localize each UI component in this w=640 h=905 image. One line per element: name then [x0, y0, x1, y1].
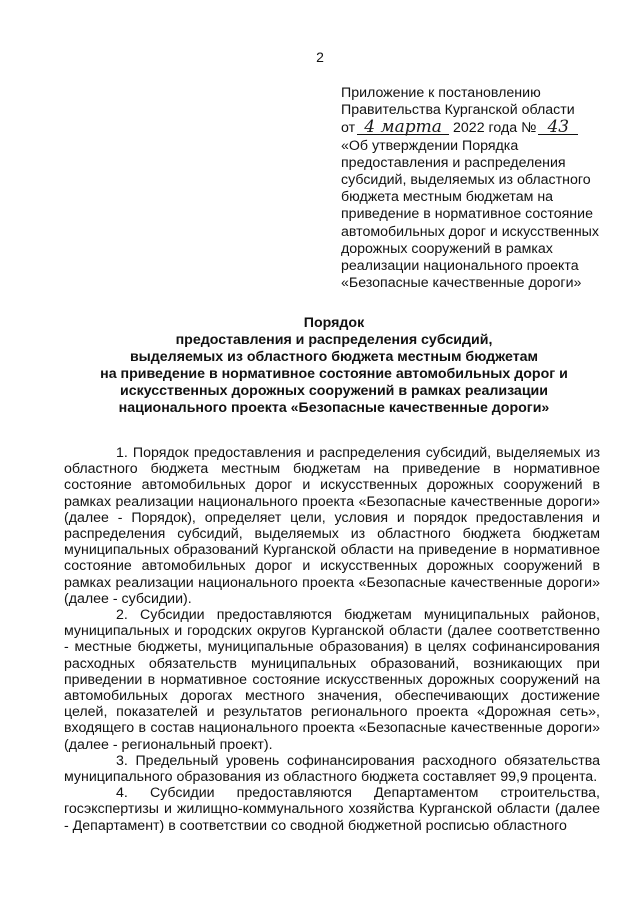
title-line: на приведение в нормативное состояние автомобильных дорог и	[100, 366, 568, 382]
appendix-about-line: приведение в нормативное состояние	[341, 206, 593, 223]
appendix-about-line: реализации национального проекта	[341, 258, 579, 275]
appendix-about-line: автомобильных дорог и искусственных	[341, 223, 599, 240]
document-body	[64, 445, 600, 834]
title-line: предоставления и распределения субсидий,	[175, 332, 493, 348]
page-number: 2	[316, 49, 324, 65]
appendix-line-2: Правительства Курганской области	[341, 102, 575, 119]
title-line: Порядок	[303, 315, 365, 331]
title-line: выделяемых из областного бюджета местным бюджетам	[129, 349, 539, 365]
handwritten-date: 4 марта	[357, 119, 449, 135]
handwritten-number: 43	[538, 119, 578, 135]
document-title	[60, 315, 608, 417]
appendix-about-line: бюджета местным бюджетам на	[341, 189, 554, 206]
appendix-block	[341, 85, 601, 292]
paragraph-4: 4. Субсидии предоставляются Департаментом строительства, госэкспертизы и жилищно-коммунального хозяйства Курганской области (далее - Департамент) в соответствии со сводной бюджетной росписью областного	[64, 785, 600, 834]
paragraph-1: 1. Порядок предоставления и распределения субсидий, выделяемых из областного бюджета местным бюджетам на приведение в нормативное состояние автомобильных дорог и искусственных дорожных сооружений в рамках реализации национального проекта «Безопасные качественные дороги» (далее - Порядок), определяет цели, условия и порядок предоставления и распределения субсидий, выделяемых из областного бюджета бюджетам муниципальных образований Курганской области на приведение в нормативное состояние автомобильных дорог и искусственных дорожных сооружений в рамках реализации национального проекта «Безопасные качественные дороги» (далее - субсидии).	[64, 445, 600, 607]
appendix-about-line: дорожных сооружений в рамках	[341, 240, 553, 257]
title-line: национального проекта «Безопасные качественные дороги»	[118, 400, 550, 416]
from-prefix: от	[341, 120, 356, 137]
paragraph-3: 3. Предельный уровень софинансирования расходного обязательства муниципального образования из областного бюджета составляет 99,9 процента.	[64, 752, 600, 786]
appendix-about-line: «Об утверждении Порядка	[341, 137, 519, 154]
paragraph-2: 2. Субсидии предоставляются бюджетам муниципальных районов, муниципальных и городских округов Курганской области (далее соответственно - местные бюджеты, муниципальные образования) в целях софинансирования расходных обязательств муниципальных образований, возникающих при приведении в нормативное состояние искусственных дорожных сооружений на автомобильных дорогах местного значения, обеспечивающих достижение целей, показателей и результатов регионального проекта «Дорожная сеть», входящего в состав национального проекта «Безопасные качественные дороги» (далее - региональный проект).	[64, 607, 600, 753]
appendix-about-line: «Безопасные качественные дороги»	[341, 275, 582, 292]
appendix-about-line: предоставления и распределения	[341, 154, 566, 171]
appendix-date-line	[341, 119, 601, 137]
title-line: искусственных дорожных сооружений в рамках реализации	[119, 383, 548, 399]
year-text: 2022 года №	[453, 120, 537, 137]
appendix-line-1: Приложение к постановлению	[341, 85, 541, 101]
appendix-about-line: субсидий, выделяемых из областного	[341, 172, 591, 189]
